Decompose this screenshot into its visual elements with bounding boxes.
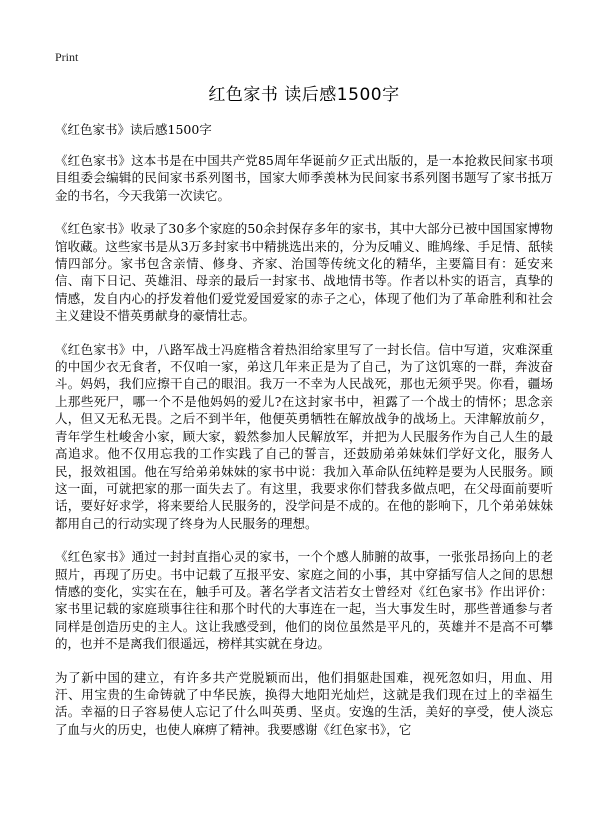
page-title: 红色家书 读后感1500字	[208, 85, 400, 105]
paragraph-5: 为了新中国的建立，有许多共产党脱颖而出，他们捐躯赴国难，视死忽如归，用血、用汗、用宝贵的生命铸就了中华民族，换得大地阳光灿烂，这就是我们现在过上的幸福生活。幸福的日子容易使人忘记了什么叫英勇、坚贞。安逸的生活，美好的享受，使人淡忘了血与火的历史，也使人麻痹了精神。我要感谢《红色家书》，它	[55, 669, 553, 737]
paragraph-1: 《红色家书》这本书是在中国共产党85周年华诞前夕正式出版的，是一本抢救民间家书项目组委会编辑的民间家书系列图书，国家大师季羡林为民间家书系列图书题写了家书抵万金的书名，今天我第一次读它。	[55, 153, 553, 203]
paragraph-4: 《红色家书》通过一封封直指心灵的家书，一个个感人肺腑的故事，一张张昂扬向上的老照片，再现了历史。书中记载了互报平安、家庭之间的小事，其中穿插写信人之间的思想情感的变化，实实在在，触手可及。著名学者文洁若女士曾经对《红色家书》作出评价：家书里记载的家庭琐事往往和那个时代的大事连在一起，当大事发生时，那些普通参与者同样是创造历史的主人。这让我感受到，他们的岗位虽然是平凡的，英雄并不是高不可攀的，也并不是离我们很遥远，榜样其实就在身边。	[55, 549, 553, 652]
paragraph-2: 《红色家书》收录了30多个家庭的50余封保存多年的家书，其中大部分已被中国国家博物馆收藏。这些家书是从3万多封家书中精挑选出来的，分为反哺义、睢鸠缘、手足情、舐犊情四部分。家书包含亲情、修身、齐家、治国等传统文化的精华，主要篇目有：延安来信、南下日记、英雄泪、母亲的最后一封家书、战地情书等。作者以朴实的语言，真挚的情感，发自内心的抒发着他们爱党爱国爱家的赤子之心，体现了他们为了革命胜利和社会主义建设不惜英勇献身的豪情壮志。	[55, 221, 553, 324]
print-link[interactable]: Print	[55, 50, 79, 64]
subtitle: 《红色家书》读后感1500字	[55, 122, 212, 137]
paragraph-3: 《红色家书》中，八路军战士冯庭楷含着热泪给家里写了一封长信。信中写道，灾难深重的中国少衣无食者，不仅咱一家，弟这几年来正是为了自己，为了这饥寒的一群，奔波奋斗。妈妈，我们应擦干自己的眼泪。我万一不幸为人民战死，那也无须乎哭。你看，疆场上那些死尸，哪一个不是他妈妈的爱儿?在这封家书中，袒露了一个战士的情怀；思念亲人，但又无私无畏。之后不到半年，他便英勇牺牲在解放战争的战场上。天津解放前夕，青年学生杜峻舍小家，顾大家，毅然参加人民解放军，并把为人民服务作为自己人生的最高追求。他不仅用忘我的工作实践了自己的誓言，还鼓励弟弟妹妹们学好文化，服务人民，报效祖国。他在写给弟弟妹妹的家书中说：我加入革命队伍纯粹是要为人民服务。顾这一面，可就把家的那一面失去了。有这里，我要求你们替我多做点吧，在父母面前要听话，要好好求学，将来要给人民服务的，没学问是不成的。在他的影响下，几个弟弟妹妹都用自己的行动实现了终身为人民服务的理想。	[55, 341, 553, 531]
